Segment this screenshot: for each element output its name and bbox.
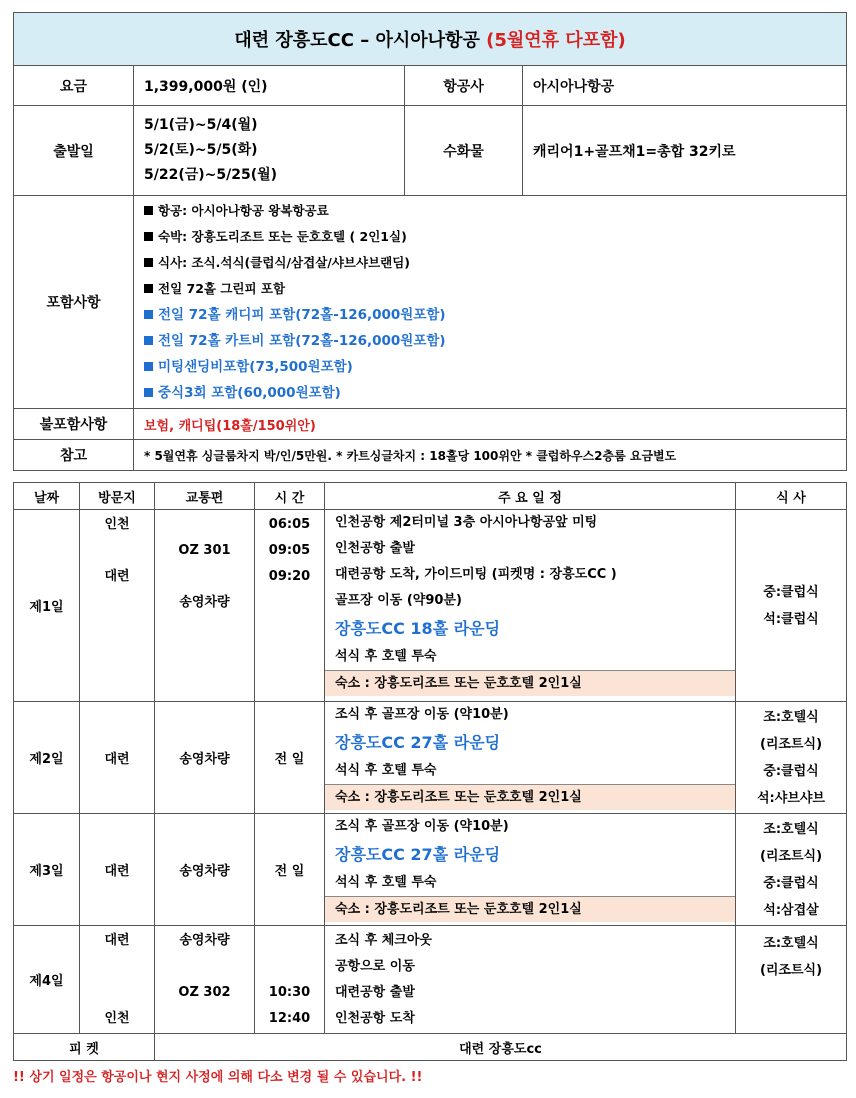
schedule-line: 석식 후 호텔 투숙 [335, 649, 437, 664]
black-square-icon [144, 232, 153, 241]
schedule-line: 대련공항 도착, 가이드미팅 (피켓명 : 장흥도CC ) [335, 567, 617, 582]
hotel-line: 숙소 : 장흥도리조트 또는 둔호호텔 2인1실 [325, 784, 735, 810]
schedule-line: 대련공항 출발 [335, 984, 415, 1000]
black-square-icon [144, 258, 153, 267]
schedule-line: 인천공항 도착 [335, 1010, 415, 1026]
round-highlight: 장흥도CC 27홀 라운딩 [335, 845, 501, 864]
title-main: 대련 장흥도CC – 아시아나항공 [234, 30, 480, 51]
day-row [14, 510, 847, 702]
day-meals: 중:클럽식 석:클럽식 [736, 510, 847, 702]
included-item: 항공: 아시아나항공 왕복항공료 [144, 198, 846, 224]
note-label: 참고 [14, 440, 134, 471]
schedule-line: 조식 후 골프장 이동 (약10분) [335, 707, 509, 722]
day-meals: 조:호텔식 (리조트식) [736, 926, 847, 1034]
header-schedule: 주 요 일 정 [325, 483, 736, 510]
title-highlight: (5월연휴 다포함) [486, 30, 626, 51]
schedule-line: 석식 후 호텔 투숙 [335, 875, 437, 890]
schedule-line: 조식 후 체크아웃 [335, 932, 432, 948]
departure-date: 5/1(금)~5/4(월) [144, 117, 258, 133]
excluded-value: 보험, 캐디팁(18홀/150위안) [134, 409, 847, 440]
departure-date: 5/22(금)~5/25(월) [144, 167, 278, 183]
departure-dates [134, 106, 405, 196]
header-transport: 교통편 [155, 483, 255, 510]
day-row [14, 814, 847, 926]
day-transport: 송영차량 [155, 702, 255, 814]
schedule-line: 석식 후 호텔 투숙 [335, 763, 437, 778]
day-label: 제1일 [14, 510, 80, 702]
day-places: 대련 인천 [80, 926, 155, 1034]
excluded-label: 불포함사항 [14, 409, 134, 440]
price-label: 요금 [14, 66, 134, 106]
included-item: 전일 72홀 그린피 포함 [144, 276, 846, 302]
day-schedule [325, 814, 736, 926]
day-meals: 조:호텔식 (리조트식) 중:클럽식 석:샤브샤브 [736, 702, 847, 814]
price-value: 1,399,000원 (인) [134, 66, 405, 106]
day-time: 전 일 [255, 702, 325, 814]
included-item-highlight: 전일 72홀 캐디피 포함(72홀-126,000원포함) [144, 302, 846, 328]
round-highlight: 장흥도CC 27홀 라운딩 [335, 733, 501, 752]
header-place: 방문지 [80, 483, 155, 510]
day-row [14, 926, 847, 1034]
day-label: 제3일 [14, 814, 80, 926]
included-item-highlight: 미팅샌딩비포함(73,500원포함) [144, 354, 846, 380]
schedule-line: 인천공항 출발 [335, 541, 415, 556]
day-schedule [325, 510, 736, 702]
note-value: * 5월연휴 싱글룸차지 박/인/5만원. * 카트싱글차지 : 18홀당 100위안 * 클럽하우스2층룸 요금별도 [134, 440, 847, 471]
included-item: 식사: 조식.석식(클럽식/삼겹살/샤브샤브랜딤) [144, 250, 846, 276]
day-label: 제2일 [14, 702, 80, 814]
day-row [14, 702, 847, 814]
day-place: 대련 [80, 814, 155, 926]
day-places: 인천 대련 [80, 510, 155, 702]
blue-square-icon [144, 388, 153, 397]
included-label: 포함사항 [14, 196, 134, 409]
picket-value: 대련 장흥도cc [155, 1034, 847, 1061]
hotel-line: 숙소 : 장흥도리조트 또는 둔호호텔 2인1실 [325, 896, 735, 922]
schedule-line: 조식 후 골프장 이동 (약10분) [335, 819, 509, 834]
day-schedule [325, 702, 736, 814]
header-time: 시 간 [255, 483, 325, 510]
schedule-line: 인천공항 제2터미널 3층 아시아나항공앞 미팅 [335, 515, 598, 530]
schedule-line: 골프장 이동 (약90분) [335, 593, 462, 608]
baggage-value: 캐리어1+골프채1=총합 32키로 [523, 106, 847, 196]
day-meals: 조:호텔식 (리조트식) 중:클럽식 석:삼겹살 [736, 814, 847, 926]
included-list [134, 196, 847, 409]
itinerary-table [13, 482, 847, 1061]
day-place: 대련 [80, 702, 155, 814]
day-transport: 송영차량 OZ 302 [155, 926, 255, 1034]
included-item: 숙박: 장흥도리조트 또는 둔호호텔 ( 2인1실) [144, 224, 846, 250]
day-transport: OZ 301 송영차량 [155, 510, 255, 702]
included-item-highlight: 전일 72홀 카트비 포함(72홀-126,000원포함) [144, 328, 846, 354]
airline-label: 항공사 [405, 66, 523, 106]
day-times: 06:05 09:05 09:20 [255, 510, 325, 702]
included-item-highlight: 중식3회 포함(60,000원포함) [144, 380, 846, 406]
change-notice: !! 상기 일정은 항공이나 현지 사정에 의해 다소 변경 될 수 있습니다. !! [13, 1070, 423, 1085]
day-times: 10:30 12:40 [255, 926, 325, 1034]
header-date: 날짜 [14, 483, 80, 510]
airline-value: 아시아나항공 [523, 66, 847, 106]
picket-label: 피 켓 [14, 1034, 155, 1061]
departure-date: 5/2(토)~5/5(화) [144, 142, 258, 158]
day-label: 제4일 [14, 926, 80, 1034]
round-highlight: 장흥도CC 18홀 라운딩 [335, 619, 501, 638]
baggage-label: 수화물 [405, 106, 523, 196]
blue-square-icon [144, 336, 153, 345]
schedule-line: 공항으로 이동 [335, 958, 415, 974]
summary-table [13, 12, 847, 471]
blue-square-icon [144, 310, 153, 319]
blue-square-icon [144, 362, 153, 371]
page-title [14, 13, 847, 66]
day-schedule [325, 926, 736, 1034]
hotel-line: 숙소 : 장흥도리조트 또는 둔호호텔 2인1실 [325, 670, 735, 696]
day-transport: 송영차량 [155, 814, 255, 926]
day-time: 전 일 [255, 814, 325, 926]
header-meal: 식 사 [736, 483, 847, 510]
black-square-icon [144, 284, 153, 293]
departure-label: 출발일 [14, 106, 134, 196]
black-square-icon [144, 206, 153, 215]
